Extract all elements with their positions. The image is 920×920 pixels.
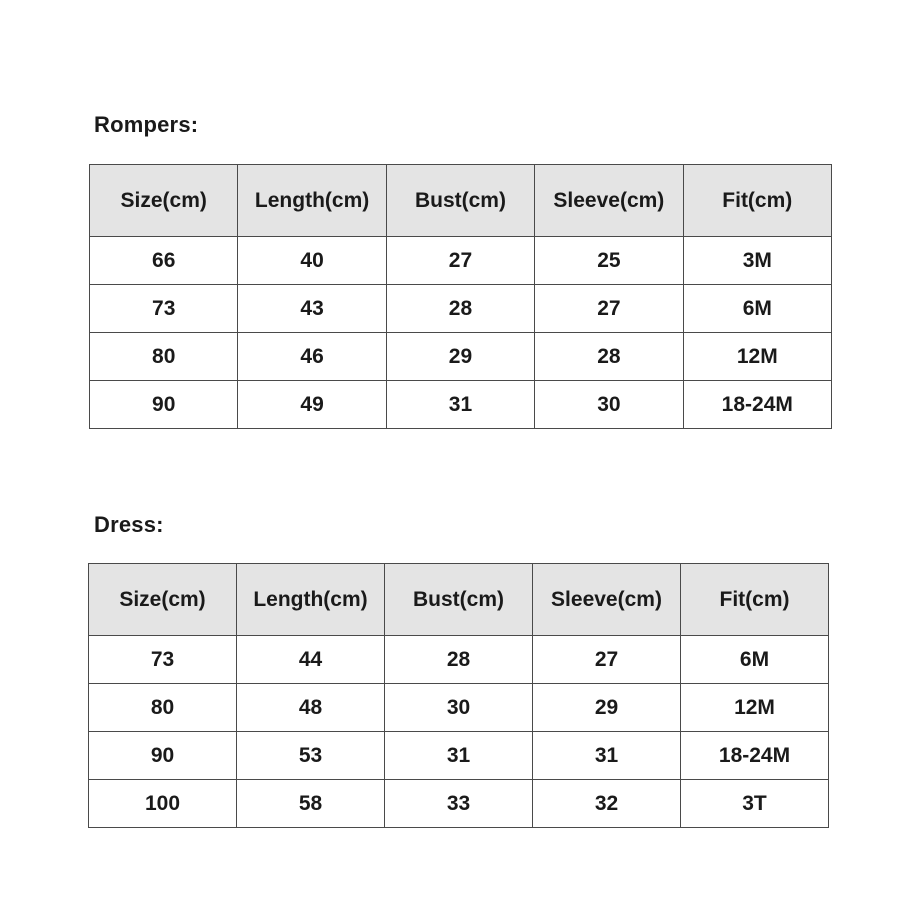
cell-length: 44 <box>237 636 385 684</box>
cell-fit: 18-24M <box>683 381 831 429</box>
header-size: Size(cm) <box>89 564 237 636</box>
table-row <box>90 381 832 429</box>
cell-length: 40 <box>238 237 386 285</box>
cell-size: 80 <box>90 333 238 381</box>
table-row <box>89 636 829 684</box>
cell-sleeve: 29 <box>533 684 681 732</box>
cell-bust: 28 <box>386 285 534 333</box>
cell-bust: 31 <box>385 732 533 780</box>
cell-fit: 12M <box>681 684 829 732</box>
cell-length: 46 <box>238 333 386 381</box>
header-size: Size(cm) <box>90 165 238 237</box>
header-bust: Bust(cm) <box>386 165 534 237</box>
cell-size: 90 <box>90 381 238 429</box>
cell-bust: 28 <box>385 636 533 684</box>
header-sleeve: Sleeve(cm) <box>535 165 683 237</box>
cell-sleeve: 28 <box>535 333 683 381</box>
cell-sleeve: 30 <box>535 381 683 429</box>
cell-fit: 3M <box>683 237 831 285</box>
header-length: Length(cm) <box>238 165 386 237</box>
cell-sleeve: 31 <box>533 732 681 780</box>
cell-bust: 31 <box>386 381 534 429</box>
header-length: Length(cm) <box>237 564 385 636</box>
cell-length: 43 <box>238 285 386 333</box>
cell-size: 73 <box>90 285 238 333</box>
cell-fit: 6M <box>683 285 831 333</box>
cell-length: 53 <box>237 732 385 780</box>
cell-bust: 33 <box>385 780 533 828</box>
cell-bust: 27 <box>386 237 534 285</box>
dress-title: Dress: <box>94 512 164 537</box>
table-row <box>90 333 832 381</box>
header-fit: Fit(cm) <box>683 165 831 237</box>
cell-size: 80 <box>89 684 237 732</box>
cell-sleeve: 32 <box>533 780 681 828</box>
cell-size: 66 <box>90 237 238 285</box>
table-header-row <box>90 165 832 237</box>
cell-fit: 18-24M <box>681 732 829 780</box>
cell-size: 90 <box>89 732 237 780</box>
cell-length: 49 <box>238 381 386 429</box>
cell-length: 58 <box>237 780 385 828</box>
cell-fit: 12M <box>683 333 831 381</box>
table-header-row <box>89 564 829 636</box>
rompers-title: Rompers: <box>94 112 199 137</box>
header-sleeve: Sleeve(cm) <box>533 564 681 636</box>
cell-fit: 3T <box>681 780 829 828</box>
table-row <box>89 780 829 828</box>
table-row <box>89 732 829 780</box>
cell-sleeve: 25 <box>535 237 683 285</box>
cell-length: 48 <box>237 684 385 732</box>
header-bust: Bust(cm) <box>385 564 533 636</box>
cell-bust: 30 <box>385 684 533 732</box>
cell-sleeve: 27 <box>535 285 683 333</box>
rompers-size-table <box>89 164 832 429</box>
cell-size: 73 <box>89 636 237 684</box>
table-row <box>90 285 832 333</box>
table-row <box>89 684 829 732</box>
cell-size: 100 <box>89 780 237 828</box>
dress-size-table <box>88 563 829 828</box>
cell-sleeve: 27 <box>533 636 681 684</box>
header-fit: Fit(cm) <box>681 564 829 636</box>
cell-bust: 29 <box>386 333 534 381</box>
cell-fit: 6M <box>681 636 829 684</box>
table-row <box>90 237 832 285</box>
